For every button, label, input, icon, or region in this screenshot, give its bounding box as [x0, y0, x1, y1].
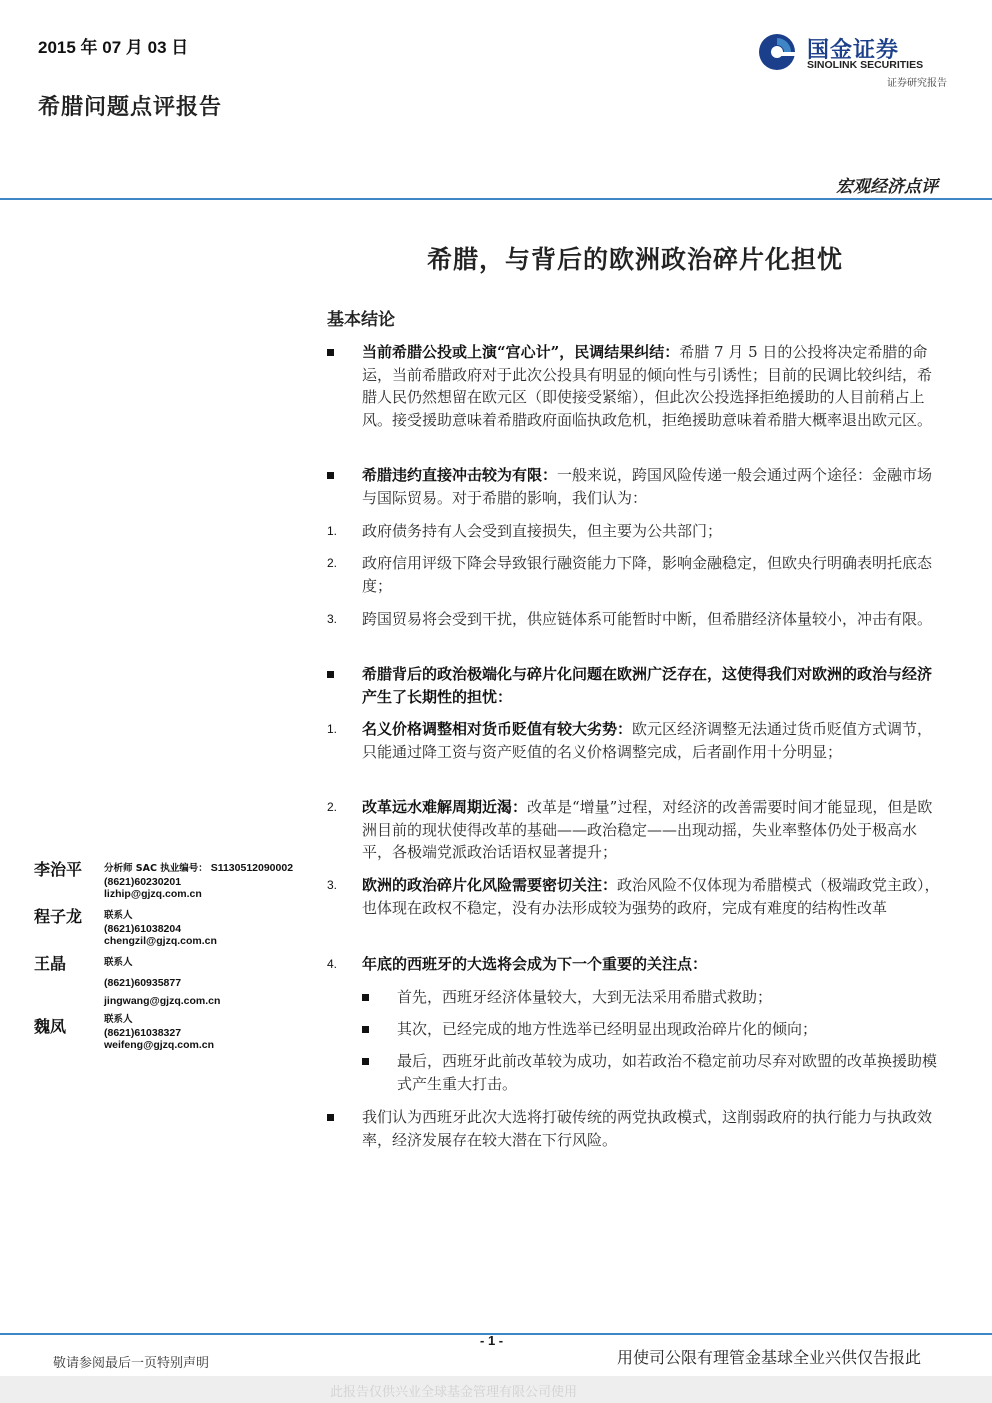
analyst-role: 分析师 SAC 执业编号： S1130512090002: [104, 862, 294, 874]
analyst-email[interactable]: jingwang@gjzq.com.cn: [104, 995, 221, 1007]
report-date: 2015 年 07 月 03 日: [38, 38, 189, 57]
list-item-heading: 希腊背后的政治极端化与碎片化问题在欧洲广泛存在，这使得我们对欧洲的政治与经济产生了长期性的担忧：: [362, 665, 933, 706]
analyst-role: 联系人: [104, 957, 133, 968]
list-item-heading: 希腊违约直接冲击较为有限：: [362, 466, 558, 484]
list-item-text: 首先，西班牙经济体量较大，大到无法采用希腊式救助；: [397, 988, 773, 1006]
analyst-name: 程子龙: [34, 907, 83, 926]
bullet-marker: [362, 994, 369, 1001]
analyst-name: 魏凤: [34, 1017, 67, 1036]
report-type: 希腊问题点评报告: [38, 94, 223, 120]
list-item: [362, 608, 940, 631]
footer-band: [0, 1376, 992, 1403]
list-item-text: 我们认为西班牙此次大选将打破传统的两党执政模式，这削弱政府的执行能力与执政效率，经济发展存在较大潜在下行风险。: [362, 1108, 933, 1149]
bullet-marker: [327, 472, 334, 479]
bullet-marker: [362, 1026, 369, 1033]
bullet-marker: [327, 1114, 334, 1121]
analyst-phone: (8621)60935877: [104, 976, 182, 989]
analyst-phone: (8621)61038204: [104, 922, 182, 935]
section-heading: 基本结论: [327, 310, 395, 330]
list-item: [362, 796, 940, 864]
list-item: [397, 986, 940, 1009]
sinolink-logo: [757, 30, 947, 90]
list-item: [362, 663, 940, 708]
analyst-name: 王晶: [34, 954, 67, 973]
bullet-marker: [362, 1058, 369, 1065]
list-item: [362, 953, 940, 976]
list-item-text: 其次，已经完成的地方性选举已经明显出现政治碎片化的倾向；: [397, 1020, 818, 1038]
number-marker: 1.: [327, 722, 338, 736]
watermark-text: 用使司公限有理管金基球全业兴供仅告报此: [617, 1348, 922, 1367]
analyst-details: [104, 1013, 214, 1052]
list-item-heading: 年底的西班牙的大选将会成为下一个重要的关注点：: [362, 955, 708, 973]
list-item-text: 欧元区经济调整无法通过货币贬值方式调节，只能通过降工资与资产贬值的名义价格调整完成，后者副作用十分明显；: [362, 720, 933, 761]
number-marker: 1.: [327, 524, 338, 538]
analyst-email[interactable]: chengzil@gjzq.com.cn: [104, 935, 217, 947]
logo-name-cn: 国金证券: [807, 38, 900, 63]
list-item-text: 政府债务持有人会受到直接损失，但主要为公共部门；: [362, 522, 723, 540]
list-item: [397, 1050, 940, 1095]
page-number: - 1 -: [480, 1333, 504, 1348]
analyst-details: [104, 862, 293, 901]
page-title: 希腊，与背后的欧洲政治碎片化担忧: [426, 245, 843, 274]
analyst-details: [104, 909, 217, 948]
analyst-email[interactable]: lizhip@gjzq.com.cn: [104, 888, 202, 900]
analyst-phone: (8621)61038327: [104, 1026, 182, 1039]
bullet-marker: [327, 349, 334, 356]
list-item-heading: 名义价格调整相对货币贬值有较大劣势：: [362, 720, 633, 738]
number-marker: 2.: [327, 556, 338, 570]
analyst-role: 联系人: [104, 1014, 133, 1025]
list-item-heading: 欧洲的政治碎片化风险需要密切关注：: [362, 876, 618, 894]
logo-subtitle: 证券研究报告: [887, 78, 947, 89]
header-divider: [0, 198, 992, 200]
list-item: [362, 1106, 940, 1151]
disclaimer-text: 敬请参阅最后一页特别声明: [53, 1356, 210, 1371]
list-item: [362, 718, 940, 763]
list-item-heading: 改革远水难解周期近渴：: [362, 798, 528, 816]
bullet-marker: [327, 671, 334, 678]
list-item-text: 政府信用评级下降会导致银行融资能力下降，影响金融稳定，但欧央行明确表明托底态度；: [362, 554, 933, 595]
sinolink-logo-icon: [757, 32, 797, 72]
logo-name-en: SINOLINK SECURITIES: [807, 59, 924, 71]
number-marker: 4.: [327, 957, 338, 971]
list-item: [362, 874, 940, 919]
list-item: [397, 1018, 940, 1041]
list-item: [362, 464, 940, 509]
analyst-details: [104, 956, 220, 1008]
number-marker: 2.: [327, 800, 338, 814]
footer-band-text: 此报告仅供兴业全球基金管理有限公司使用: [330, 1385, 578, 1400]
list-item-text: 最后，西班牙此前改革较为成功，如若政治不稳定前功尽弃对欧盟的改革换援助模式产生重大打击。: [397, 1052, 938, 1093]
number-marker: 3.: [327, 612, 338, 626]
report-category: 宏观经济点评: [836, 177, 938, 197]
list-item: [362, 341, 940, 431]
list-item-text: 改革是“增量”过程，对经济的改善需要时间才能显现，但是欧洲目前的现状使得改革的基础——政治稳定——出现动摇，失业率整体仍处于极高水平，各极端党派政治话语权显著提升；: [362, 798, 933, 861]
list-item-text: 希腊 7 月 5 日的公投将决定希腊的命运，当前希腊政府对于此次公投具有明显的倾向性与引诱性；目前的民调比较纠结，希腊人民仍然想留在欧元区（即使接受紧缩），但此次公投选择拒绝援助的人目前稍占上风。接受援助意味着希腊政府面临执政危机，拒绝援助意味着希腊大概率退出欧元区。: [362, 343, 933, 429]
list-item-heading: 当前希腊公投或上演“宫心计”，民调结果纠结：: [362, 343, 680, 361]
analyst-role: 联系人: [104, 910, 133, 921]
analyst-email[interactable]: weifeng@gjzq.com.cn: [104, 1039, 214, 1051]
analyst-name: 李治平: [34, 860, 83, 879]
list-item-text: 跨国贸易将会受到干扰，供应链体系可能暂时中断，但希腊经济体量较小，冲击有限。: [362, 610, 933, 628]
number-marker: 3.: [327, 878, 338, 892]
list-item-text: 一般来说，跨国风险传递一般会通过两个途径：金融市场与国际贸易。对于希腊的影响，我们认为：: [362, 466, 933, 507]
list-item: [362, 552, 940, 597]
list-item-text: 政治风险不仅体现为希腊模式（极端政党主政），也体现在政权不稳定，没有办法形成较为强势的政府，完成有难度的结构性改革: [362, 876, 940, 917]
analyst-cert: S1130512090002: [207, 862, 294, 874]
analyst-phone: (8621)60230201: [104, 875, 182, 888]
list-item: [362, 520, 940, 543]
